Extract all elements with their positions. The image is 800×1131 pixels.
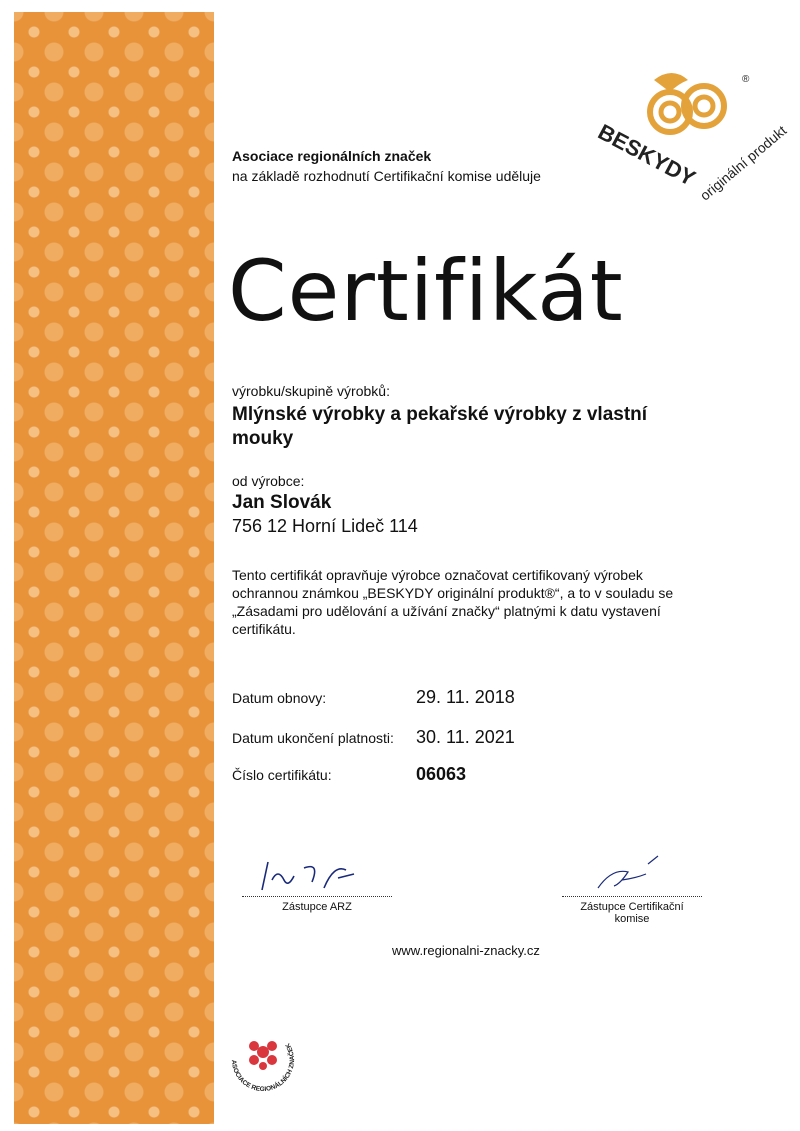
certificate-number-label: Číslo certifikátu: [232, 767, 332, 783]
expiry-row [232, 727, 515, 747]
expiry-value: 30. 11. 2021 [416, 727, 515, 747]
logo-brand-text: BESKYDY [593, 118, 700, 191]
product-name: Mlýnské výrobky a pekařské výrobky z vlastní mouky [232, 404, 648, 449]
producer-address: 756 12 Horní Lideč 114 [232, 516, 418, 536]
arz-seal [222, 1016, 304, 1098]
producer-name: Jan Slovák [232, 492, 332, 513]
certificate-number-value: 06063 [416, 764, 467, 784]
certificate-number-row [232, 764, 467, 784]
issuer-subline: na základě rozhodnutí Certifikační komise uděluje [232, 168, 541, 184]
certificate-statement: Tento certifikát opravňuje výrobce označovat certifikovaný výrobek ochrannou známkou „BESKYDY originální produkt®“, a to v souladu se „Zásadami pro udělování a užívání značky“ platnými k datu vystavení certifikátu. [232, 567, 674, 637]
signature-left-scribble [242, 850, 392, 896]
issuer-organization: Asociace regionálních značek [232, 148, 432, 164]
logo-tagline-text: originální produkt [696, 122, 790, 204]
beskydy-spiral-icon [650, 73, 724, 132]
signature-left-label: Zástupce ARZ [282, 901, 352, 913]
renewal-value: 29. 11. 2018 [416, 687, 515, 707]
logo-registered-mark: ® [742, 74, 750, 85]
signature-right-scribble [562, 850, 702, 896]
product-section [232, 382, 702, 451]
signature-left [242, 850, 392, 913]
decorative-side-stripe [14, 12, 214, 1124]
renewal-row [232, 687, 515, 707]
renewal-label: Datum obnovy: [232, 690, 327, 706]
beskydy-logo [592, 62, 790, 204]
seal-text: ASOCIACE REGIONÁLNÍCH ZNAČEK [229, 1041, 297, 1094]
producer-section [232, 472, 418, 538]
issuer-header [232, 146, 541, 186]
producer-label: od výrobce: [232, 473, 305, 489]
expiry-label: Datum ukončení platnosti: [232, 730, 394, 746]
signature-right [562, 850, 702, 925]
website-link[interactable]: www.regionalni-znacky.cz [392, 943, 540, 958]
arz-seal-icon [249, 1041, 277, 1070]
signature-right-label: Zástupce Certifikační komise [580, 901, 684, 925]
product-label: výrobku/skupině výrobků: [232, 383, 390, 399]
certificate-title: Certifikát [228, 242, 624, 340]
